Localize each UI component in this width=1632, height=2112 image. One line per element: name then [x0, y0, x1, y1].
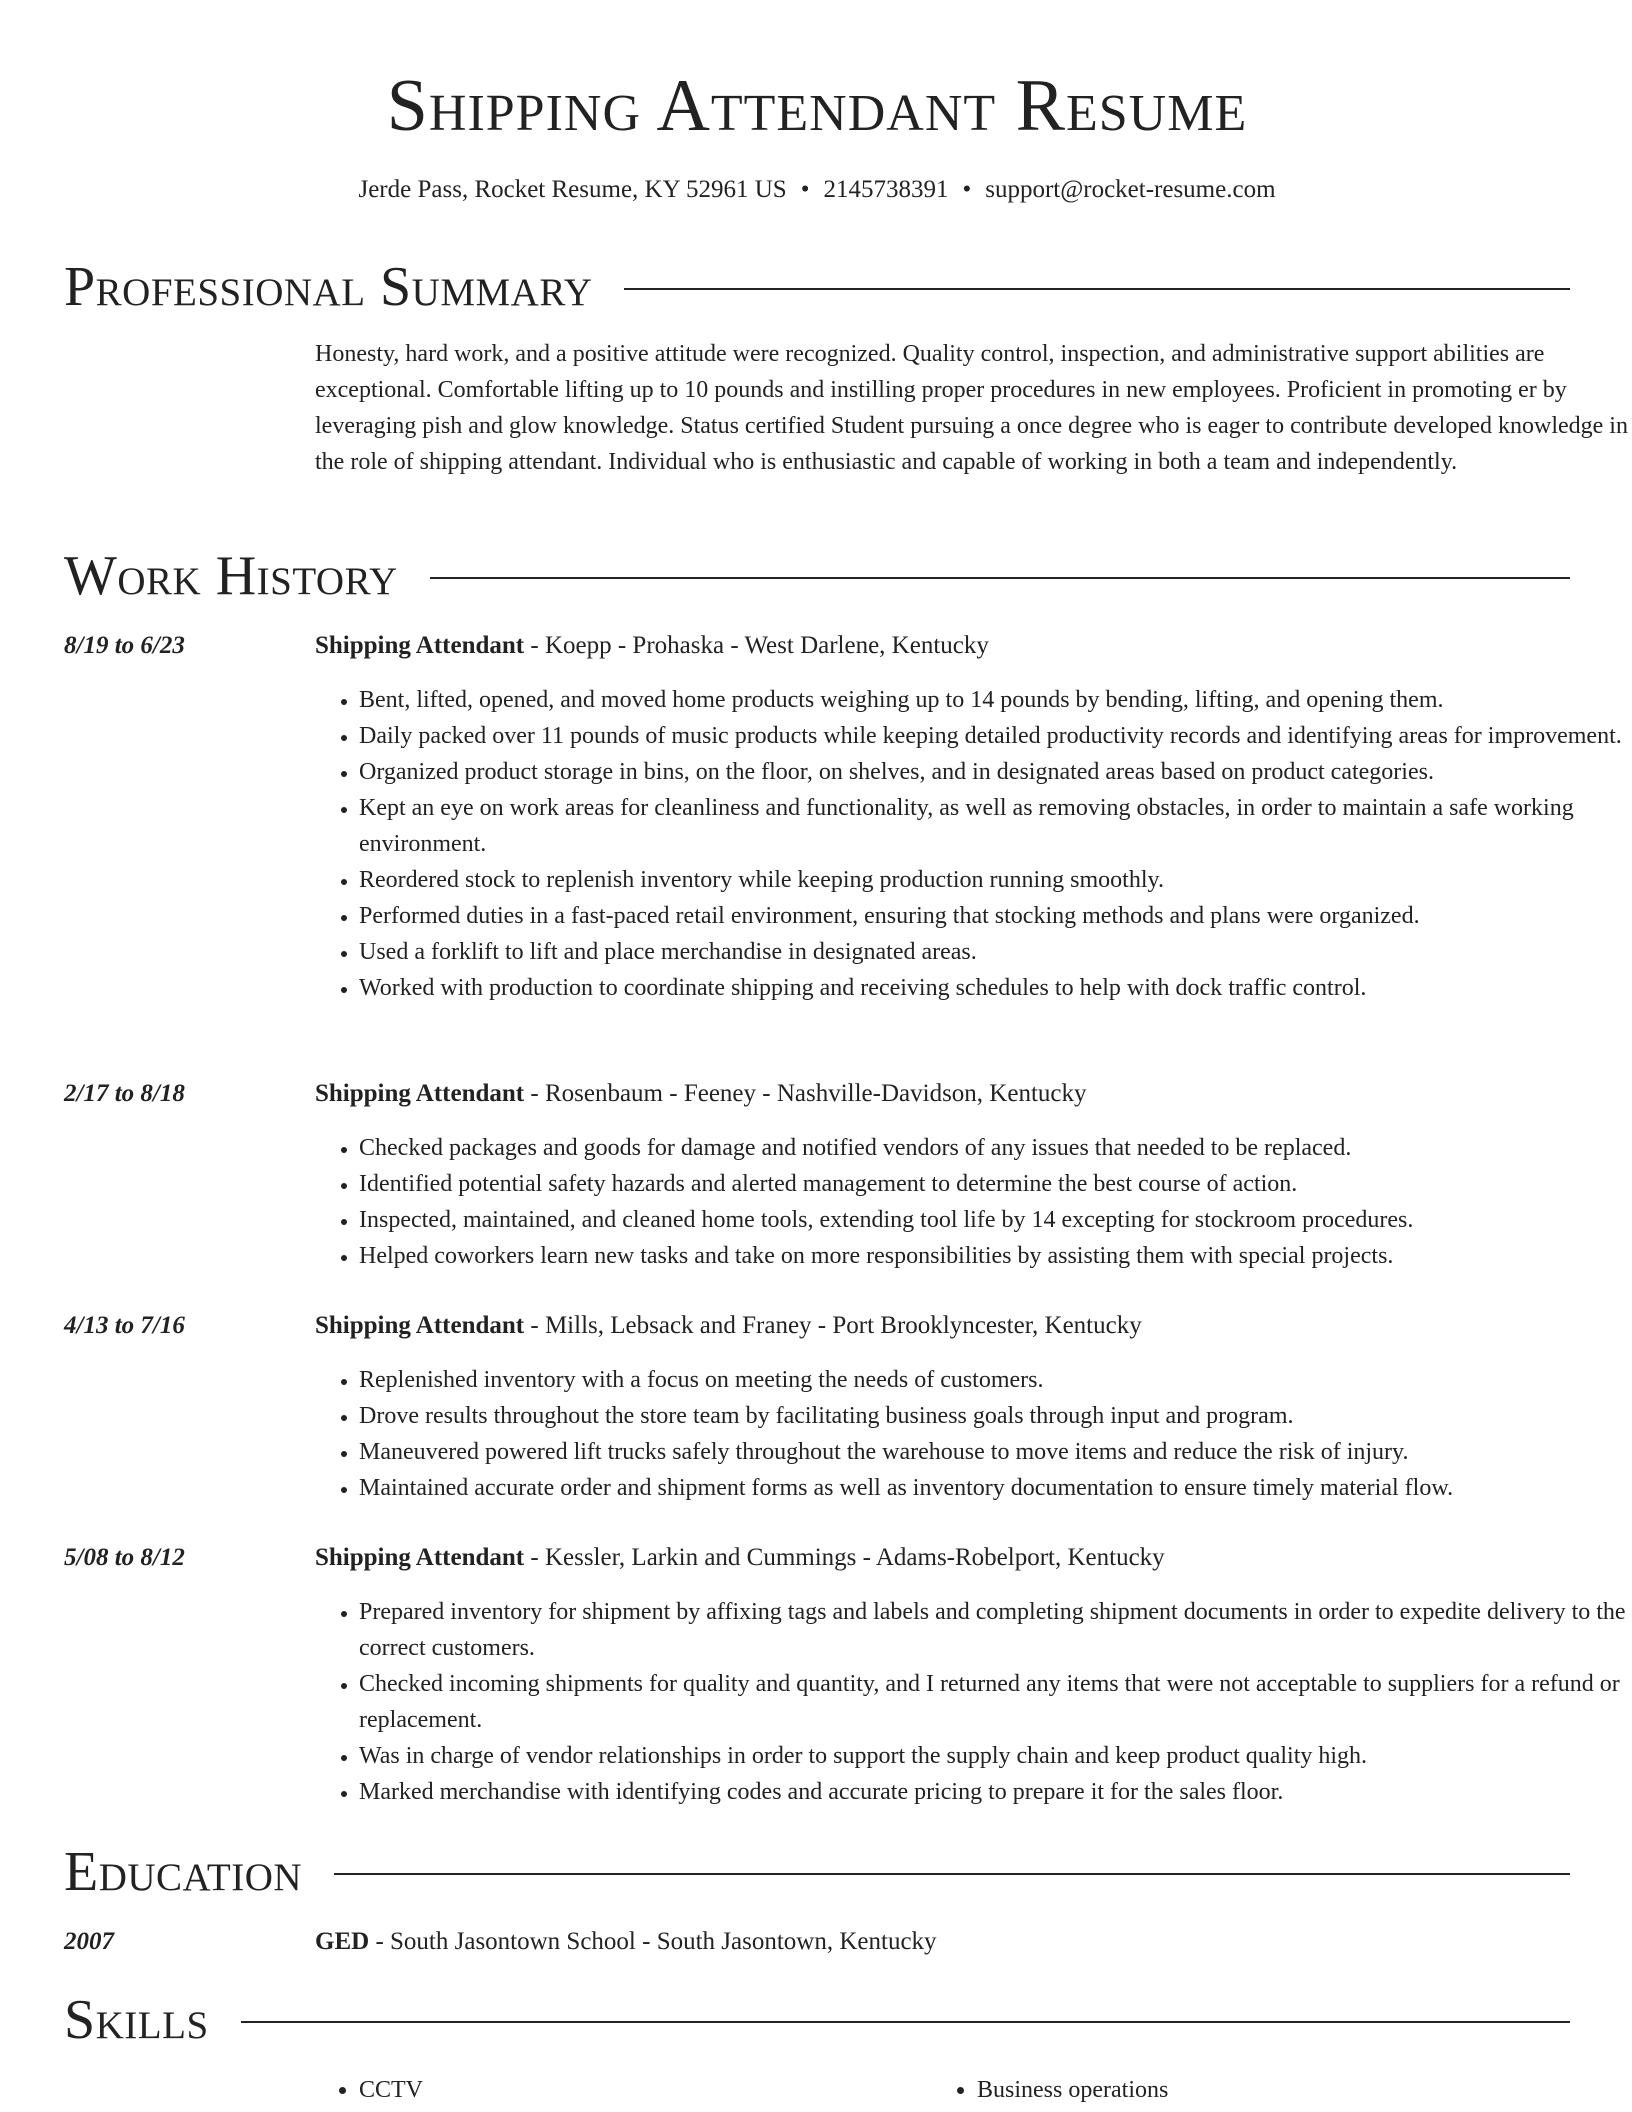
resume-title: Shipping Attendant Resume	[386, 65, 1248, 147]
job-bullet: • Kept an eye on work areas for cleanliness and functionality, as well as removing obstacles, in order to maintain a safe working environment.	[359, 790, 1632, 862]
summary-text: Honesty, hard work, and a positive attitude were recognized. Quality control, inspection, and administrative support abilities are exceptional. Comfortable lifting up to 10 pounds and instilling proper procedures in new employees. Proficient in promoting er by leveraging pish and glow knowledge. Status certified Student pursuing a once degree who is eager to contribute developed knowledge in the role of shipping attendant. Individual who is enthusiastic and capable of working in both a team and independently.	[315, 341, 1628, 475]
education-date: 2007	[64, 1928, 114, 1955]
job-bullet: • Helped coworkers learn new tasks and take on more responsibilities by assisting them with special projects.	[359, 1238, 1632, 1274]
job-title: Shipping Attendant	[315, 1080, 525, 1107]
contact-address: Jerde Pass, Rocket Resume, KY 52961 US	[358, 176, 787, 203]
job-bullet: • Maneuvered powered lift trucks safely throughout the warehouse to move items and reduce the risk of injury.	[359, 1434, 1632, 1470]
job-bullet: • Bent, lifted, opened, and moved home products weighing up to 14 pounds by bending, lifting, and opening them.	[359, 682, 1632, 718]
skills-column-right	[933, 2072, 1551, 2108]
education-section-header	[64, 1840, 1570, 1904]
summary-section-header	[64, 255, 1570, 319]
job-bullets	[315, 1362, 1632, 1506]
job-bullets	[315, 1130, 1632, 1274]
job-dates: 8/19 to 6/23	[64, 632, 185, 659]
skills-heading: Skills	[64, 1989, 209, 2051]
section-divider	[624, 288, 1570, 290]
job-dates: 5/08 to 8/12	[64, 1544, 185, 1571]
education-heading: Education	[64, 1841, 303, 1903]
job-bullets	[315, 682, 1632, 1006]
job-dates: 4/13 to 7/16	[64, 1312, 185, 1339]
education-details: - South Jasontown School - South Jasontown, Kentucky	[369, 1928, 937, 1955]
contact-email[interactable]: support@rocket-resume.com	[985, 176, 1276, 203]
job-details: - Kessler, Larkin and Cummings - Adams-Robelport, Kentucky	[524, 1544, 1165, 1571]
job-bullet: • Reordered stock to replenish inventory while keeping production running smoothly.	[359, 862, 1632, 898]
job-dates: 2/17 to 8/18	[64, 1080, 185, 1107]
job-bullet: • Identified potential safety hazards and alerted management to determine the best course of action.	[359, 1166, 1632, 1202]
section-divider	[241, 2021, 1570, 2023]
job-bullet: • Marked merchandise with identifying codes and accurate pricing to prepare it for the sales floor.	[359, 1774, 1632, 1810]
job-bullet: • Was in charge of vendor relationships in order to support the supply chain and keep product quality high.	[359, 1738, 1632, 1774]
skill-item: • CCTV	[359, 2072, 933, 2108]
contact-phone: 2145738391	[823, 176, 949, 203]
job-title: Shipping Attendant	[315, 632, 525, 659]
work-history-section-header	[64, 544, 1570, 608]
job-heading	[315, 1078, 1087, 1110]
job-bullet: • Performed duties in a fast-paced retail environment, ensuring that stocking methods and plans were organized.	[359, 898, 1632, 934]
job-bullet: • Organized product storage in bins, on the floor, on shelves, and in designated areas based on product categories.	[359, 754, 1632, 790]
contact-separator: •	[962, 176, 972, 203]
job-bullet: • Daily packed over 11 pounds of music products while keeping detailed productivity records and identifying areas for improvement.	[359, 718, 1632, 754]
job-bullet: • Replenished inventory with a focus on meeting the needs of customers.	[359, 1362, 1632, 1398]
job-bullet: • Checked incoming shipments for quality and quantity, and I returned any items that were not acceptable to suppliers for a refund or replacement.	[359, 1666, 1632, 1738]
job-heading	[315, 630, 989, 662]
education-degree: GED	[315, 1928, 370, 1955]
job-bullet: • Drove results throughout the store team by facilitating business goals through input and program.	[359, 1398, 1632, 1434]
skills-list	[315, 2072, 1590, 2108]
job-bullet: • Worked with production to coordinate shipping and receiving schedules to help with dock traffic control.	[359, 970, 1632, 1006]
job-bullet: • Checked packages and goods for damage and notified vendors of any issues that needed to be replaced.	[359, 1130, 1632, 1166]
job-details: - Koepp - Prohaska - West Darlene, Kentucky	[524, 632, 989, 659]
skills-column-left	[315, 2072, 933, 2108]
section-divider	[430, 577, 1570, 579]
skill-item: • Business operations	[977, 2072, 1551, 2108]
job-heading	[315, 1542, 1165, 1574]
job-heading	[315, 1310, 1142, 1342]
contact-separator: •	[800, 176, 810, 203]
job-title: Shipping Attendant	[315, 1312, 525, 1339]
section-divider	[334, 1873, 1570, 1875]
job-details: - Mills, Lebsack and Franey - Port Brooklyncester, Kentucky	[524, 1312, 1142, 1339]
job-bullet: • Prepared inventory for shipment by affixing tags and labels and completing shipment documents in order to expedite delivery to the correct customers.	[359, 1594, 1632, 1666]
skills-section-header	[64, 1988, 1570, 2052]
job-bullet: • Used a forklift to lift and place merchandise in designated areas.	[359, 934, 1632, 970]
job-title: Shipping Attendant	[315, 1544, 525, 1571]
education-heading-line	[315, 1926, 937, 1958]
job-bullet: • Maintained accurate order and shipment forms as well as inventory documentation to ensure timely material flow.	[359, 1470, 1632, 1506]
job-bullets	[315, 1594, 1632, 1810]
work-history-heading: Work History	[64, 545, 398, 607]
job-details: - Rosenbaum - Feeney - Nashville-Davidson, Kentucky	[524, 1080, 1087, 1107]
contact-line	[64, 174, 1570, 206]
job-bullet: • Inspected, maintained, and cleaned home tools, extending tool life by 14 excepting for stockroom procedures.	[359, 1202, 1632, 1238]
summary-heading: Professional Summary	[64, 256, 593, 318]
